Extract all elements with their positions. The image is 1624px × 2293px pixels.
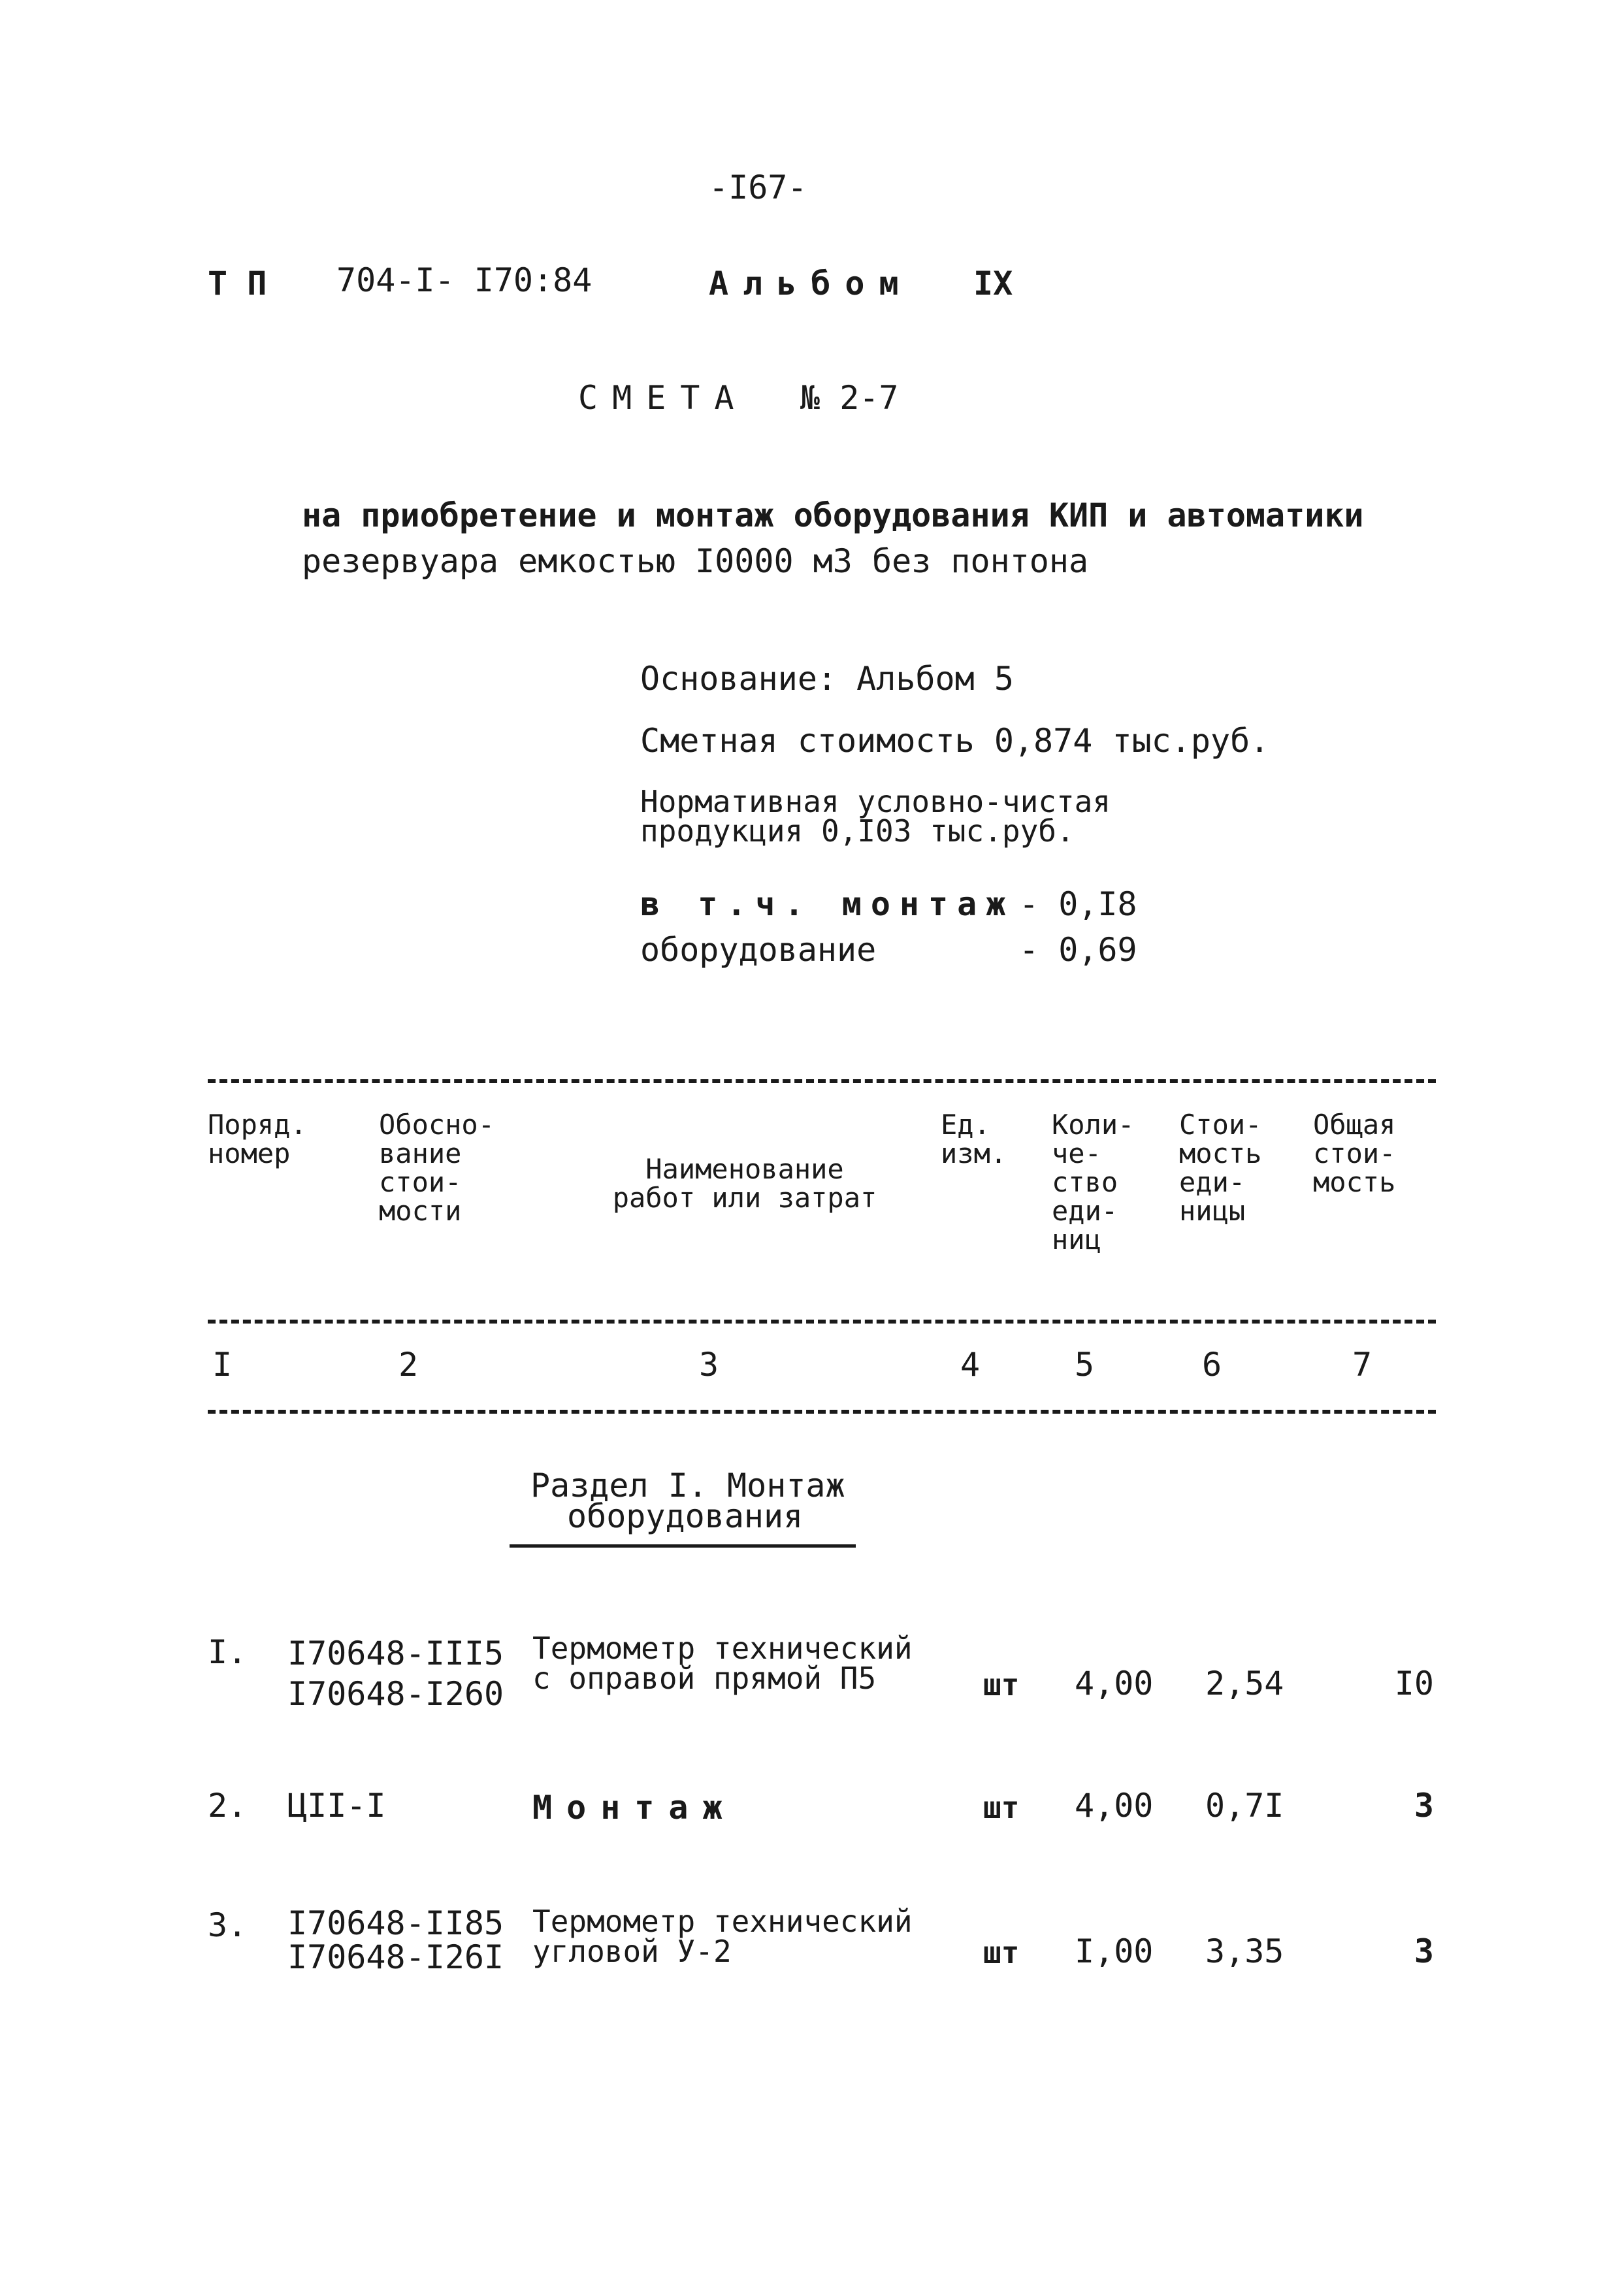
normative-line-2: продукция 0,I03 тыс.руб. xyxy=(640,813,1075,849)
row-cost-basis: I70648-II85 I70648-I26I xyxy=(287,1904,504,1976)
doc-code: 704-I- I70:84 xyxy=(336,261,593,299)
equipment-label: оборудование xyxy=(640,931,877,969)
normative-line-1: Нормативная условно-чистая xyxy=(640,784,1111,819)
row-quantity: 4,00 xyxy=(1075,1787,1154,1825)
table-rule-numbers xyxy=(208,1410,1436,1414)
column-number-7: 7 xyxy=(1352,1346,1372,1384)
basis-line: Основание: Альбом 5 xyxy=(640,660,1014,698)
header-unit-cost: Стои- мость еди- ницы xyxy=(1179,1109,1262,1227)
column-number-6: 6 xyxy=(1202,1346,1222,1384)
doc-series: Т П xyxy=(208,265,267,302)
row-unit: шт xyxy=(983,1667,1020,1702)
row-unit: шт xyxy=(983,1790,1020,1825)
cost-line: Сметная стоимость 0,874 тыс.руб. xyxy=(640,722,1270,760)
row-work-name: Термометр технический с оправой прямой П5 xyxy=(532,1631,913,1696)
row-total-cost: 3 xyxy=(1414,1932,1434,1970)
column-number-1: I xyxy=(212,1346,233,1384)
row-unit-cost: 2,54 xyxy=(1205,1665,1284,1702)
row-quantity: 4,00 xyxy=(1075,1665,1154,1702)
estimate-title-number: № 2-7 xyxy=(800,379,899,417)
row-work-name: Термометр технический угловой У-2 xyxy=(532,1904,913,1969)
section-title-underline xyxy=(510,1544,856,1548)
row-number: I. xyxy=(208,1633,248,1671)
row-work-name: Монтаж xyxy=(532,1789,737,1827)
row-number: 2. xyxy=(208,1787,248,1825)
album-label: Альбом xyxy=(709,265,913,302)
header-quantity: Коли- че- ство еди- ниц xyxy=(1052,1109,1135,1256)
row-unit: шт xyxy=(983,1935,1020,1970)
row-cost-basis: I70648-III5 I70648-I260 xyxy=(287,1634,504,1713)
row-number: 3. xyxy=(208,1906,248,1944)
section-title-line-1: Раздел I. Монтаж xyxy=(530,1467,845,1504)
subject-line-2: резервуара емкостью I0000 м3 без понтона xyxy=(302,542,1089,580)
column-number-2: 2 xyxy=(398,1346,419,1384)
table-rule-top xyxy=(208,1079,1436,1083)
incl-mount-label: в т.ч. монтаж xyxy=(640,885,1015,923)
header-cost-basis: Обосно- вание стои- мости xyxy=(379,1109,495,1227)
subject-line-1: на приобретение и монтаж оборудования КИП и автоматики xyxy=(302,496,1364,534)
column-number-4: 4 xyxy=(960,1346,981,1384)
column-number-5: 5 xyxy=(1075,1346,1095,1384)
incl-mount-value: - 0,I8 xyxy=(1019,885,1137,923)
header-order-number: Поряд. номер xyxy=(208,1109,307,1169)
row-quantity: I,00 xyxy=(1075,1932,1154,1970)
album-number: IX xyxy=(973,265,1013,302)
estimate-title-word: СМЕТА xyxy=(578,379,749,417)
header-total-cost: Общая стои- мость xyxy=(1313,1109,1396,1198)
section-title-line-2: оборудования xyxy=(567,1497,804,1535)
row-total-cost: I0 xyxy=(1394,1665,1434,1702)
page-number: -I67- xyxy=(709,169,807,206)
header-unit: Ед. изм. xyxy=(941,1109,1007,1169)
row-total-cost: 3 xyxy=(1414,1787,1434,1825)
column-number-3: 3 xyxy=(699,1346,719,1384)
row-unit-cost: 0,7I xyxy=(1205,1787,1284,1825)
equipment-value: - 0,69 xyxy=(1019,931,1137,969)
table-rule-header xyxy=(208,1320,1436,1324)
row-unit-cost: 3,35 xyxy=(1205,1932,1284,1970)
header-work-name: Наименование работ или затрат xyxy=(612,1153,877,1214)
row-cost-basis: ЦII-I xyxy=(287,1787,386,1825)
